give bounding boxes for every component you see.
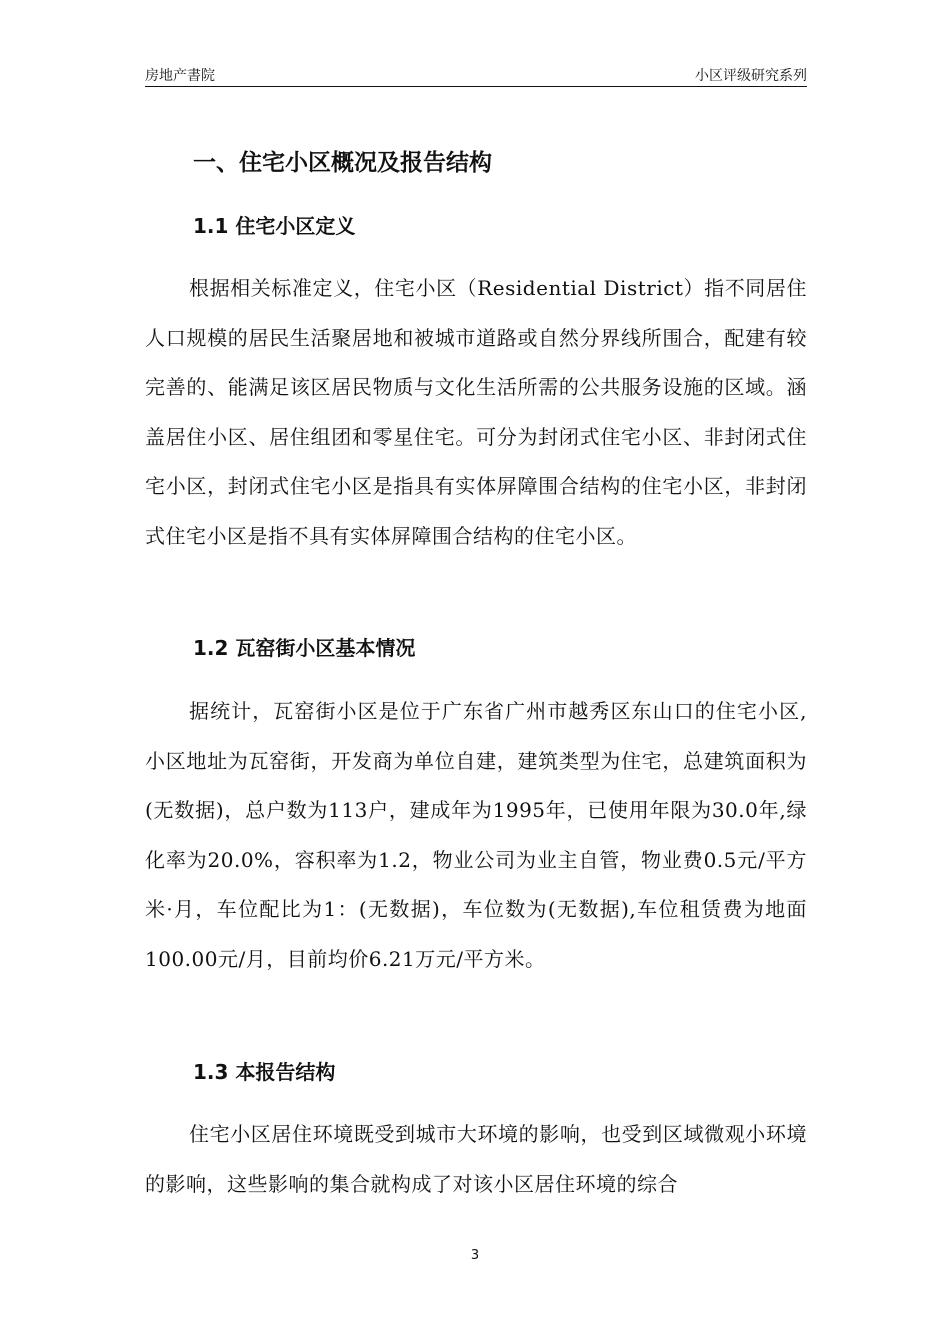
section-heading-1-2: 1.2 瓦窑街小区基本情况 [193, 636, 416, 660]
section-body-1-1: 根据相关标准定义，住宅小区（Residential District）指不同居住人口规模的居民生活聚居地和被城市道路或自然分界线所围合，配建有较完善的、能满足该区居民物质与文化生活所需的公共服务设施的区域。涵盖居住小区、居住组团和零星住宅。可分为封闭式住宅小区、非封闭式住宅小区，封闭式住宅小区是指具有实体屏障围合结构的住宅小区，非封闭式住宅小区是指不具有实体屏障围合结构的住宅小区。 [145, 276, 807, 548]
section-heading-1-1: 1.1 住宅小区定义 [193, 214, 356, 238]
section-body-1-3: 住宅小区居住环境既受到城市大环境的影响，也受到区域微观小环境的影响，这些影响的集合就构成了对该小区居住环境的综合 [145, 1122, 807, 1196]
page-number: 3 [470, 1248, 480, 1263]
header-publisher: 房地产書院 [145, 68, 215, 84]
section-body-1-2: 据统计，瓦窑街小区是位于广东省广州市越秀区东山口的住宅小区,小区地址为瓦窑街，开发商为单位自建，建筑类型为住宅，总建筑面积为(无数据)，总户数为113户，建成年为1995年，已使用年限为30.0年,绿化率为20.0%，容积率为1.2，物业公司为业主自管，物业费0.5元/平方米·月，车位配比为1：(无数据)，车位数为(无数据),车位租赁费为地面100.00元/月，目前均价6.21万元/平方米。 [145, 699, 807, 971]
page-header [145, 64, 807, 87]
chapter-title: 一、住宅小区概况及报告结构 [193, 150, 492, 176]
section-heading-1-3: 1.3 本报告结构 [193, 1060, 336, 1084]
header-series-title: 小区评级研究系列 [695, 68, 807, 84]
